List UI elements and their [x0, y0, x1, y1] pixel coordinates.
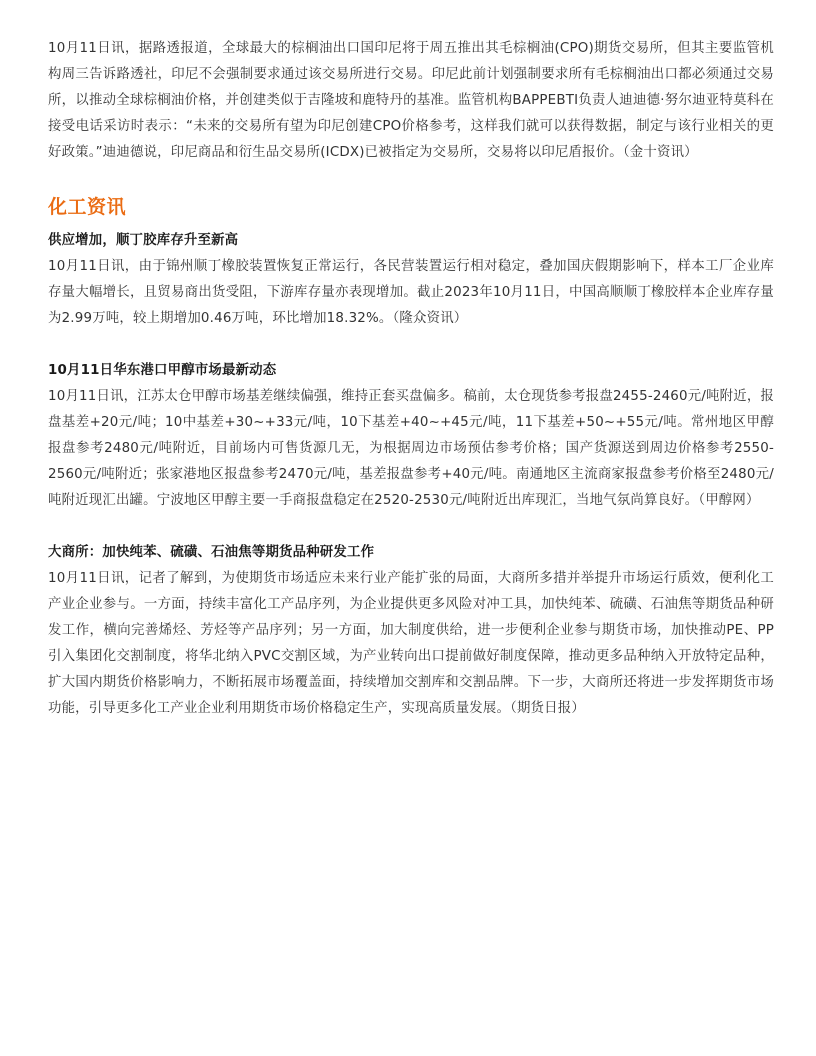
article-butadiene-rubber	[48, 228, 774, 332]
article-title: 10月11日华东港口甲醇市场最新动态	[48, 363, 277, 378]
article-body: 10月11日讯，江苏太仓甲醇市场基差继续偏强，维持正套买盘偏多。稿前，太仓现货参考报盘2455-2460元/吨附近，报盘基差+20元/吨；10中基差+30~+33元/吨，10下基差+40~+45元/吨，11下基差+50~+55元/吨。常州地区甲醇报盘参考2480元/吨附近，目前场内可售货源几无，为根据周边市场预估参考价格；国产货源送到周边价格参考2550-2560元/吨附近；张家港地区报盘参考2470元/吨，基差报盘参考+40元/吨。南通地区主流商家报盘参考价格至2480元/吨附近现汇出罐。宁波地区甲醇主要一手商报盘稳定在2520-2530元/吨附近出库现汇，当地气氛尚算良好。（甲醇网）	[48, 389, 774, 508]
article-methanol-east-china	[48, 358, 774, 514]
article-title: 供应增加，顺丁胶库存升至新高	[48, 233, 239, 248]
article-body: 10月11日讯，由于锦州顺丁橡胶装置恢复正常运行，各民营装置运行相对稳定，叠加国庆假期影响下，样本工厂企业库存量大幅增长，且贸易商出货受阻，下游库存量亦表现增加。截止2023年10月11日，中国高顺顺丁橡胶样本企业库存量为2.99万吨，较上期增加0.46万吨，环比增加18.32%。（隆众资讯）	[48, 259, 774, 326]
article-body: 10月11日讯，记者了解到，为使期货市场适应未来行业产能扩张的局面，大商所多措并举提升市场运行质效，便利化工产业企业参与。一方面，持续丰富化工产品序列，为企业提供更多风险对冲工具，加快纯苯、硫磺、石油焦等期货品种研发工作，横向完善烯烃、芳烃等产品序列；另一方面，加大制度供给，进一步便利企业参与期货市场，加快推动PE、PP引入集团化交割制度，将华北纳入PVC交割区域，为产业转向出口提前做好制度保障，推动更多品种纳入开放特定品种，扩大国内期货价格影响力，不断拓展市场覆盖面，持续增加交割库和交割品牌。下一步，大商所还将进一步发挥期货市场功能，引导更多化工产业企业利用期货市场价格稳定生产，实现高质量发展。（期货日报）	[48, 571, 774, 716]
section-title: 化工资讯	[48, 196, 127, 218]
document-page	[48, 36, 774, 748]
intro-paragraph: 10月11日讯，据路透报道，全球最大的棕榈油出口国印尼将于周五推出其毛棕榈油(CPO)期货交易所，但其主要监管机构周三告诉路透社，印尼不会强制要求通过该交易所进行交易。印尼此前计划强制要求所有毛棕榈油出口都必须通过交易所，以推动全球棕榈油价格，并创建类似于吉隆坡和鹿特丹的基准。监管机构BAPPEBTI负责人迪迪德·努尔迪亚特莫科在接受电话采访时表示：“未来的交易所有望为印尼创建CPO价格参考，这样我们就可以获得数据，制定与该行业相关的更好政策。”迪迪德说，印尼商品和衍生品交易所(ICDX)已被指定为交易所，交易将以印尼盾报价。（金十资讯）	[48, 41, 774, 160]
article-dce-new-products	[48, 540, 774, 722]
article-title: 大商所：加快纯苯、硫磺、石油焦等期货品种研发工作	[48, 545, 375, 560]
